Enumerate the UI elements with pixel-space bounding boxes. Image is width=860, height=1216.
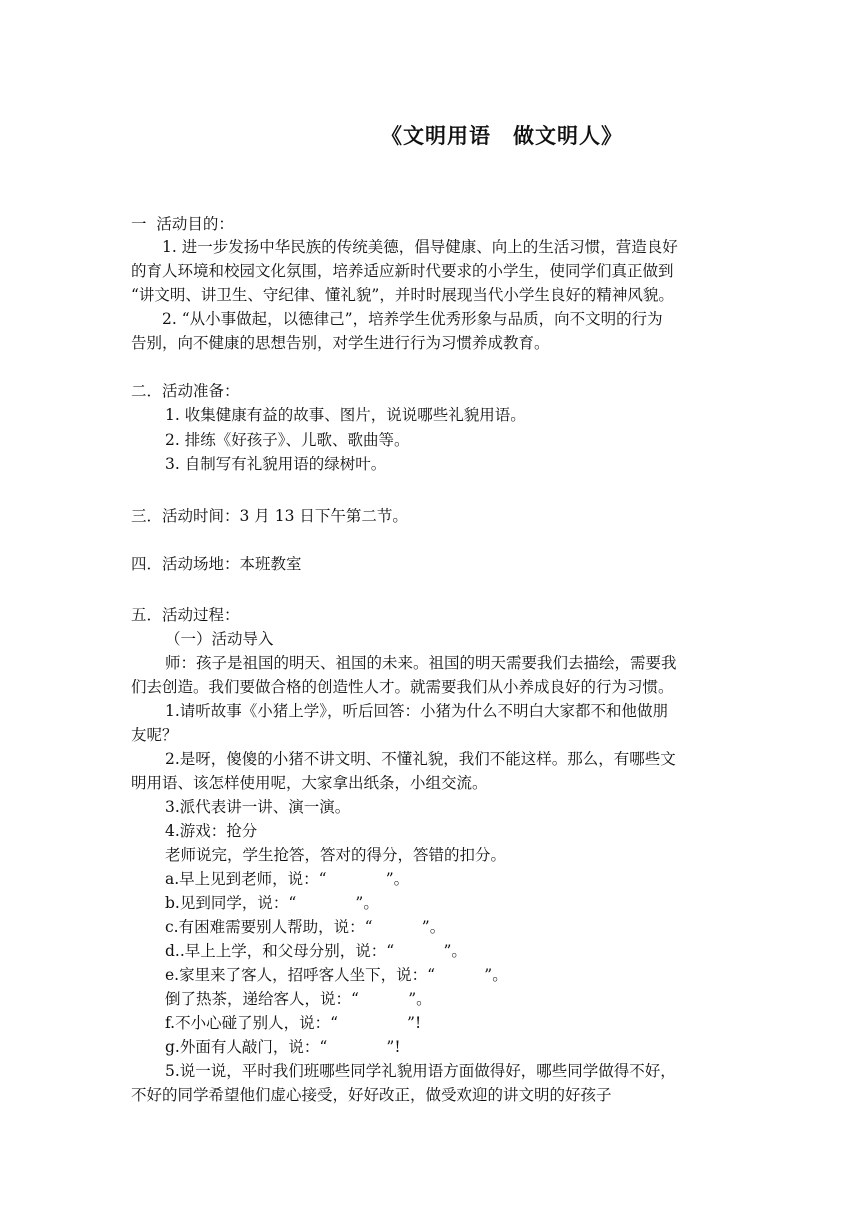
fill-in-item: a.早上见到老师，说：“ ”。 xyxy=(165,870,410,888)
paragraph-line: 2. “从小事做起，以德律己”，培养学生优秀形象与品质，向不文明的行为 xyxy=(162,310,663,328)
paragraph-line: 老师说完，学生抢答，答对的得分，答错的扣分。 xyxy=(165,846,507,864)
list-item: 2. 排练《好孩子》、儿歌、歌曲等。 xyxy=(165,431,410,449)
section-heading-2: 二．活动准备： xyxy=(131,382,240,400)
paragraph-line: 1.请听故事《小猪上学》，听后回答：小猪为什么不明白大家都不和他做朋 xyxy=(165,702,669,720)
list-item: 3. 自制写有礼貌用语的绿树叶。 xyxy=(165,455,387,473)
paragraph-line: 明用语、该怎样使用呢，大家拿出纸条，小组交流。 xyxy=(131,774,488,792)
fill-in-item: f.不小心碰了别人，说：“ ”! xyxy=(165,1014,422,1032)
fill-in-item: 倒了热茶，递给客人，说：“ ”。 xyxy=(165,990,432,1008)
paragraph-line: “讲文明、讲卫生、守纪律、懂礼貌”，并时时展现当代小学生良好的精神风貌。 xyxy=(131,286,674,304)
paragraph-line: 4.游戏：抢分 xyxy=(165,822,258,840)
subsection-heading: （一）活动导入 xyxy=(165,630,274,648)
section-heading-3: 三．活动时间：3 月 13 日下午第二节。 xyxy=(131,507,408,525)
paragraph-line: 师：孩子是祖国的明天、祖国的未来。祖国的明天需要我们去描绘，需要我 xyxy=(165,654,677,672)
list-item: 1. 收集健康有益的故事、图片，说说哪些礼貌用语。 xyxy=(165,406,526,424)
fill-in-item: c.有困难需要别人帮助，说：“ ”。 xyxy=(165,918,446,936)
paragraph-line: 的育人环境和校园文化氛围，培养适应新时代要求的小学生，使同学们真正做到 xyxy=(131,262,674,280)
paragraph-line: 告别，向不健康的思想告别，对学生进行行为习惯养成教育。 xyxy=(131,334,550,352)
paragraph-line: 3.派代表讲一讲、演一演。 xyxy=(165,798,351,816)
paragraph-line: 2.是呀，傻傻的小猪不讲文明、不懂礼貌，我们不能这样。那么，有哪些文 xyxy=(165,750,676,768)
document-title: 《文明用语 做文明人》 xyxy=(381,123,623,148)
paragraph-line: 不好的同学希望他们虚心接受，好好改正，做受欢迎的讲文明的好孩子 xyxy=(131,1086,612,1104)
paragraph-line: 们去创造。我们要做合格的创造性人才。就需要我们从小养成良好的行为习惯。 xyxy=(131,678,674,696)
paragraph-line: 1. 进一步发扬中华民族的传统美德，倡导健康、向上的生活习惯，营造良好 xyxy=(162,238,678,256)
fill-in-item: g.外面有人敲门，说：“ ”! xyxy=(165,1038,401,1056)
section-heading-1: 一 活动目的： xyxy=(131,215,234,233)
paragraph-line: 友呢？ xyxy=(131,726,178,744)
paragraph-line: 5.说一说，平时我们班哪些同学礼貌用语方面做得好，哪些同学做得不好， xyxy=(165,1062,676,1080)
fill-in-item: d..早上上学，和父母分别，说：“ ”。 xyxy=(165,942,467,960)
fill-in-item: b.见到同学，说：“ ”。 xyxy=(165,894,379,912)
fill-in-item: e.家里来了客人，招呼客人坐下，说：“ ”。 xyxy=(165,966,508,984)
section-heading-4: 四．活动场地：本班教室 xyxy=(131,555,302,573)
section-heading-5: 五．活动过程： xyxy=(131,606,240,624)
